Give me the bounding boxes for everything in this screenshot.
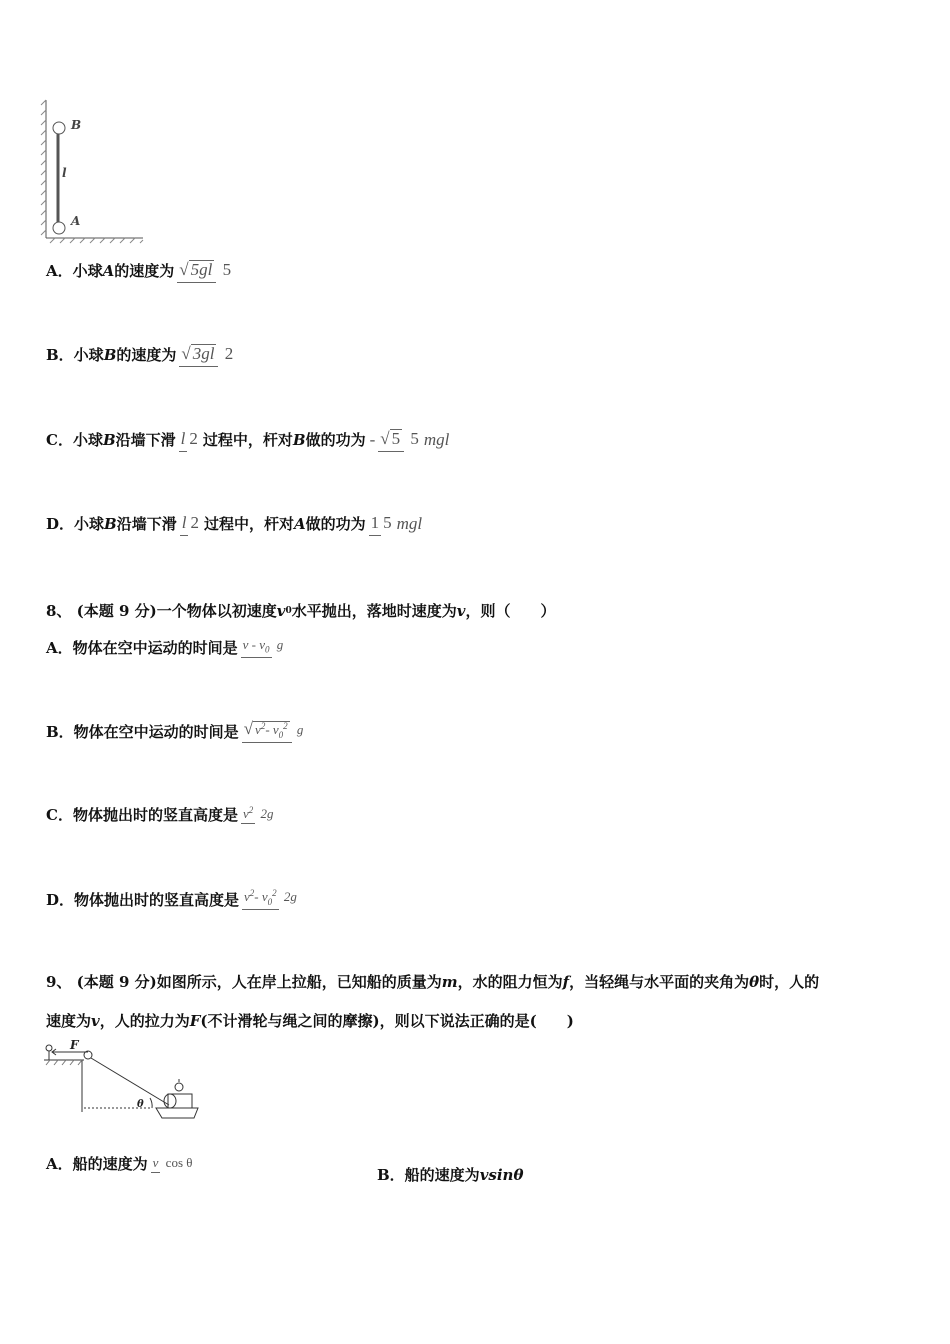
q9-m: m [441, 972, 458, 991]
label-l: l [62, 166, 67, 180]
q7-d-prefix: D．小球 [46, 515, 105, 534]
q7-option-b[interactable] [46, 343, 238, 367]
q7-a-prefix: A．小球 [46, 262, 103, 281]
q7-a-den: 5 [222, 260, 232, 279]
q9-v: v [91, 1011, 100, 1030]
q7-c-tail: 做的功为 [305, 431, 366, 450]
q8-option-d[interactable] [46, 888, 302, 910]
q7-c-l-fraction [179, 428, 200, 452]
q8-a-text: A．物体在空中运动的时间是 [46, 638, 238, 657]
q9-option-b[interactable] [377, 1164, 523, 1185]
q7-c-num: 5 [391, 429, 401, 448]
q7-d-l-fraction [180, 512, 201, 536]
q7-d-num: 1 [369, 514, 382, 536]
q7-b-suffix: 的速度为 [116, 346, 177, 365]
q7-d-work-fraction [369, 512, 394, 536]
q8-v0: v [276, 601, 286, 620]
q7-c-den: 5 [410, 429, 419, 448]
q8-stem-b: 水平抛出，落地时速度为 [291, 602, 457, 620]
q8-b-sup: 2 [260, 720, 266, 731]
q9-f: f [562, 972, 570, 991]
q8-v: v [456, 601, 466, 620]
boat-pull-figure [44, 1038, 204, 1130]
q7-b-num: 3gl [192, 344, 215, 363]
q7-c-mgl: mgl [423, 429, 450, 449]
q7-d-tail: 做的功为 [305, 515, 366, 534]
fig-label-theta: θ [137, 1099, 144, 1110]
q9-a-text: A．船的速度为 [46, 1155, 148, 1173]
q8-d-sub: 0 [267, 896, 273, 907]
q7-b-prefix: B．小球 [46, 346, 104, 365]
q8-b-sub: 0 [278, 729, 284, 740]
q8-stem [46, 600, 555, 621]
q8-c-fraction [241, 805, 276, 824]
q7-a-num: 5gl [190, 260, 213, 279]
q9-line1-b: ，水的阻力恒为 [457, 973, 563, 991]
q8-c-den: 2g [260, 805, 274, 821]
q9-line2-a: 速度为 [46, 1012, 92, 1030]
q9-b-text: B．船的速度为 [377, 1166, 480, 1184]
q9-theta: θ [749, 972, 760, 991]
q8-option-b[interactable] [46, 720, 308, 743]
q8-d-sup2: 2 [272, 887, 277, 898]
q7-c-work-fraction: √ 5 5 [378, 428, 421, 452]
q7-a-fraction: √ 5gl 5 [177, 259, 233, 283]
q8-c-sup: 2 [248, 804, 254, 815]
q7-c-fden: 2 [189, 429, 198, 448]
q7-c-after: 过程中，杆对 [202, 431, 293, 450]
q8-v0-sub: 0 [285, 605, 292, 616]
q8-b-mid: - v [265, 722, 279, 737]
q8-c-text: C．物体抛出时的竖直高度是 [46, 806, 238, 824]
q9-option-a[interactable] [46, 1153, 197, 1174]
q7-c-prefix: C．小球 [46, 431, 103, 450]
fig-label-F: F [70, 1038, 79, 1052]
q7-b-den: 2 [224, 344, 234, 363]
label-b: B [71, 118, 82, 132]
q8-a-fraction [241, 636, 286, 658]
q8-option-a[interactable] [46, 636, 288, 658]
q9-a-num: v [151, 1156, 161, 1173]
q7-option-d[interactable] [46, 512, 422, 536]
q9-a-fraction [151, 1154, 195, 1173]
label-a: A [71, 214, 81, 228]
q9-line2-c: (不计滑轮与绳之间的摩擦)，则以下说法正确的是( ) [200, 1012, 574, 1030]
q8-b-text: B．物体在空中运动的时间是 [46, 723, 239, 742]
q7-d-fden: 2 [190, 513, 199, 532]
q8-stem-c: ，则（ ） [465, 602, 556, 620]
q7-d-after: 过程中，杆对 [203, 515, 294, 534]
q9-line1-d: 时，人的 [759, 973, 820, 991]
q7-d-mid: 沿墙下滑 [116, 515, 177, 534]
q8-d-num: v [244, 889, 250, 904]
q7-d-var: B [104, 514, 117, 533]
q7-d-mgl: mgl [396, 513, 423, 533]
q8-b-fraction: √ $v^2-$ $v_0^2$ g [242, 720, 306, 743]
q9-a-den: cos θ [165, 1154, 193, 1170]
q8-b-den: g [296, 722, 304, 737]
q7-a-var: A [102, 261, 115, 280]
q7-c-var: B [102, 430, 116, 449]
q9-F: F [189, 1011, 201, 1030]
q8-d-text: D．物体抛出时的竖直高度是 [46, 890, 240, 909]
q7-c-fnum: l [179, 430, 188, 452]
q7-option-c[interactable] [46, 428, 449, 452]
q8-d-mid: - v [254, 889, 268, 904]
q9-line1-c: ，当轻绳与水平面的夹角为 [569, 973, 750, 991]
q9-line2-b: ，人的拉力为 [99, 1012, 190, 1030]
q8-c-num: v [242, 805, 249, 821]
rod-wall-figure [40, 95, 150, 245]
q8-a-num-sub: 0 [265, 644, 270, 655]
q7-a-suffix: 的速度为 [114, 262, 175, 281]
q8-option-c[interactable] [46, 804, 278, 825]
q7-option-a[interactable] [46, 259, 236, 283]
q7-c-sign: - [369, 429, 376, 449]
q8-b-sup2: 2 [283, 720, 288, 731]
q8-d-fraction [242, 888, 299, 910]
q9-b-val: vsinθ [479, 1165, 524, 1184]
q8-d-sup: 2 [249, 887, 255, 898]
q7-d-var2: A [293, 514, 306, 533]
q9-stem-line2 [46, 1010, 574, 1031]
q7-c-var2: B [292, 430, 306, 449]
q8-d-den: 2g [283, 889, 297, 904]
q8-a-num: v - v [242, 637, 266, 652]
q7-b-var: B [103, 345, 117, 364]
q8-a-den: g [276, 637, 284, 652]
q9-line1-a: 9、 (本题 9 分)如图所示，人在岸上拉船，已知船的质量为 [46, 973, 442, 991]
q7-b-fraction: √ 3gl 2 [179, 343, 235, 367]
q8-b-num: v [255, 722, 261, 737]
q9-stem-line1 [46, 971, 819, 992]
q7-d-fnum: l [180, 514, 189, 536]
q7-c-mid: 沿墙下滑 [115, 431, 176, 450]
q8-stem-a: 8、 (本题 9 分)一个物体以初速度 [46, 602, 277, 620]
q7-d-den: 5 [383, 513, 392, 532]
